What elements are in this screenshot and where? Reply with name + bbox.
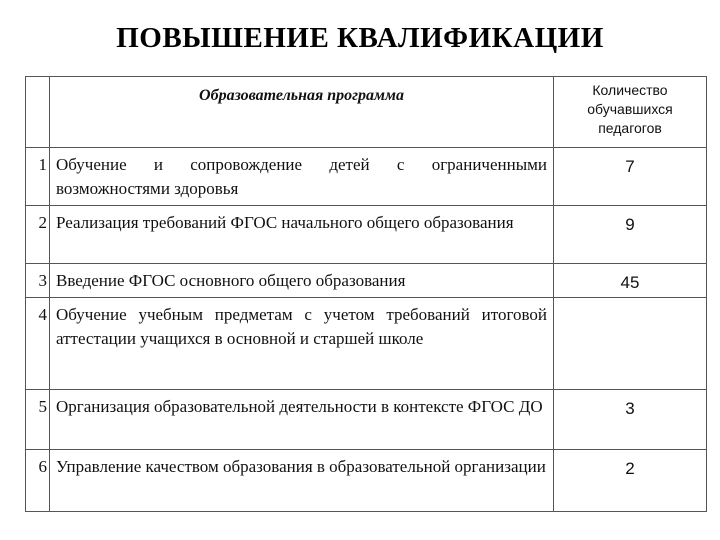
row-count: 9 [554, 206, 707, 264]
row-count: 7 [554, 148, 707, 206]
row-program: Реализация требований ФГОС начального общего образования [50, 206, 554, 264]
header-number-cell [26, 77, 50, 148]
header-count-line2: обучавшихся педагогов [587, 101, 673, 136]
table-header-row [26, 77, 707, 148]
row-number: 5 [26, 390, 50, 450]
row-count: 3 [554, 390, 707, 450]
table-row [26, 450, 707, 512]
row-program: Обучение учебным предметам с учетом требований итоговой аттестации учащихся в основной и старшей школе [50, 298, 554, 390]
row-program: Введение ФГОС основного общего образования [50, 264, 554, 298]
table-row [26, 148, 707, 206]
row-count [554, 298, 707, 390]
table-row [26, 390, 707, 450]
row-count: 45 [554, 264, 707, 298]
table-row [26, 264, 707, 298]
row-program: Управление качеством образования в образовательной организации [50, 450, 554, 512]
table-row [26, 206, 707, 264]
header-program-cell: Образовательная программа [50, 77, 554, 148]
row-number: 6 [26, 450, 50, 512]
row-number: 1 [26, 148, 50, 206]
row-program: Обучение и сопровождение детей с ограниченными возможностями здоровья [50, 148, 554, 206]
table-row [26, 298, 707, 390]
row-program: Организация образовательной деятельности в контексте ФГОС ДО [50, 390, 554, 450]
row-number: 2 [26, 206, 50, 264]
row-number: 3 [26, 264, 50, 298]
qualification-table [25, 76, 707, 512]
header-count-line1: Количество [592, 82, 668, 98]
header-count-cell [554, 77, 707, 148]
row-number: 4 [26, 298, 50, 390]
row-count: 2 [554, 450, 707, 512]
page-title: ПОВЫШЕНИЕ КВАЛИФИКАЦИИ [116, 22, 604, 54]
